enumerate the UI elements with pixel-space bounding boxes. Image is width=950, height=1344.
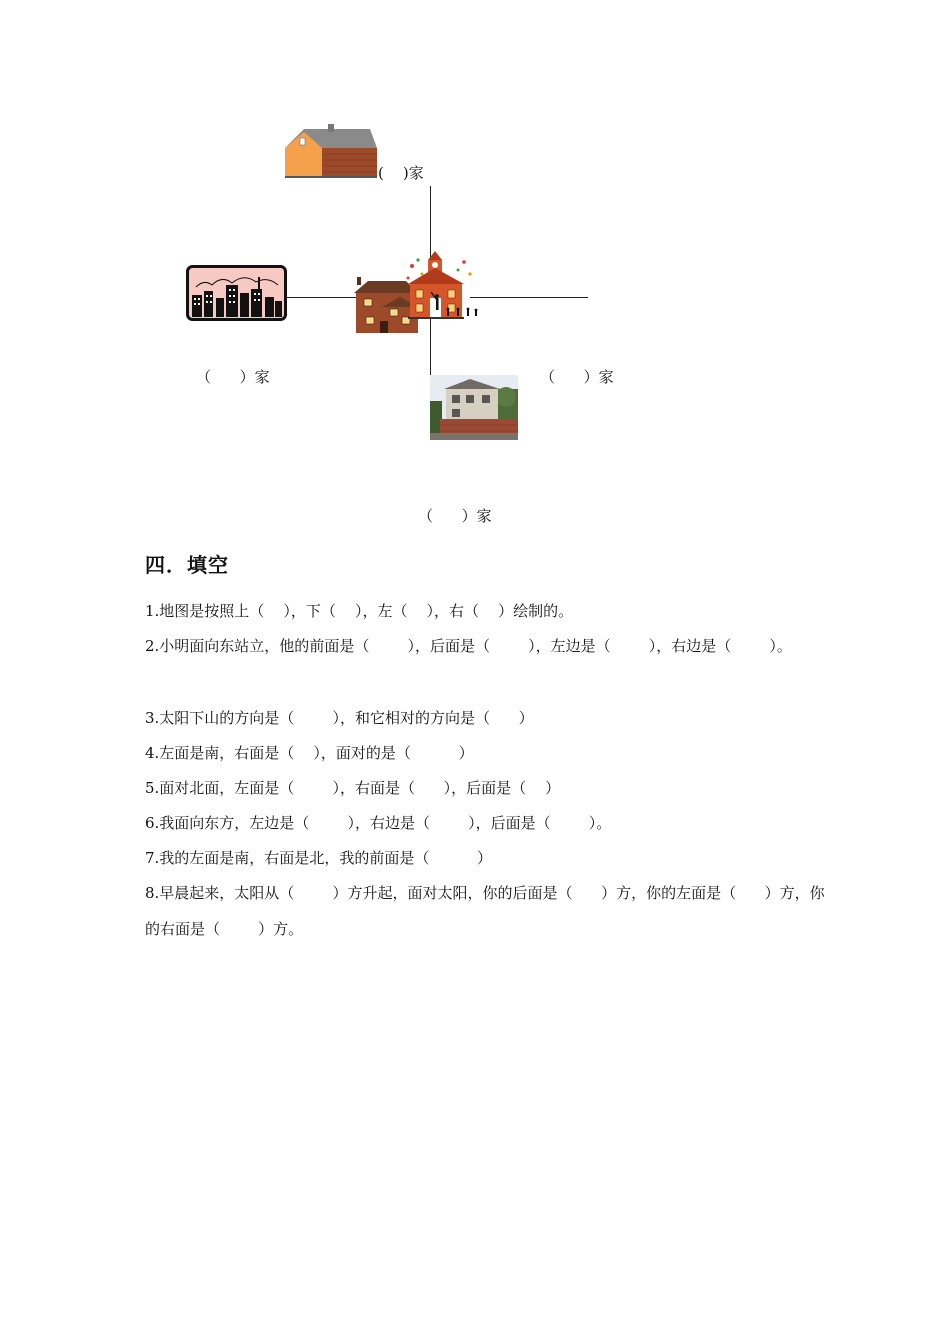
question-1: 1.地图是按照上（ ），下（ ），左（ ），右（ ）绘制的。 (145, 602, 574, 620)
section-title: 四．填空 (145, 553, 229, 577)
orange-house-icon (282, 124, 380, 180)
east-label: （ ）家 (540, 368, 614, 386)
east-line (470, 297, 588, 298)
question-8: 8.早晨起来，太阳从（ ）方升起，面对太阳，你的后面是（ ）方，你的左面是（ ）方，你的右面是（ ）方。 (145, 884, 825, 938)
question-2: 2.小明面向东站立，他的前面是（ ），后面是（ ），左边是（ ），右边是（ ）。 (145, 637, 792, 655)
villa-photo-icon (430, 375, 518, 440)
north-label: ( )家 (378, 164, 424, 182)
question-6: 6.我面向东方，左边是（ ），右边是（ ），后面是（ ）。 (145, 814, 612, 832)
west-line (286, 297, 356, 298)
south-label: （ ）家 (418, 507, 492, 525)
question-7: 7.我的左面是南，右面是北，我的前面是（ ） (145, 849, 492, 867)
school-building-icon (402, 248, 486, 322)
question-4: 4.左面是南，右面是（ ），面对的是（ ） (145, 744, 474, 762)
west-label: （ ）家 (196, 368, 270, 386)
question-3: 3.太阳下山的方向是（ ），和它相对的方向是（ ） (145, 709, 534, 727)
question-5: 5.面对北面，左面是（ ），右面是（ ），后面是（ ） (145, 779, 561, 797)
city-skyline-icon (186, 265, 287, 321)
